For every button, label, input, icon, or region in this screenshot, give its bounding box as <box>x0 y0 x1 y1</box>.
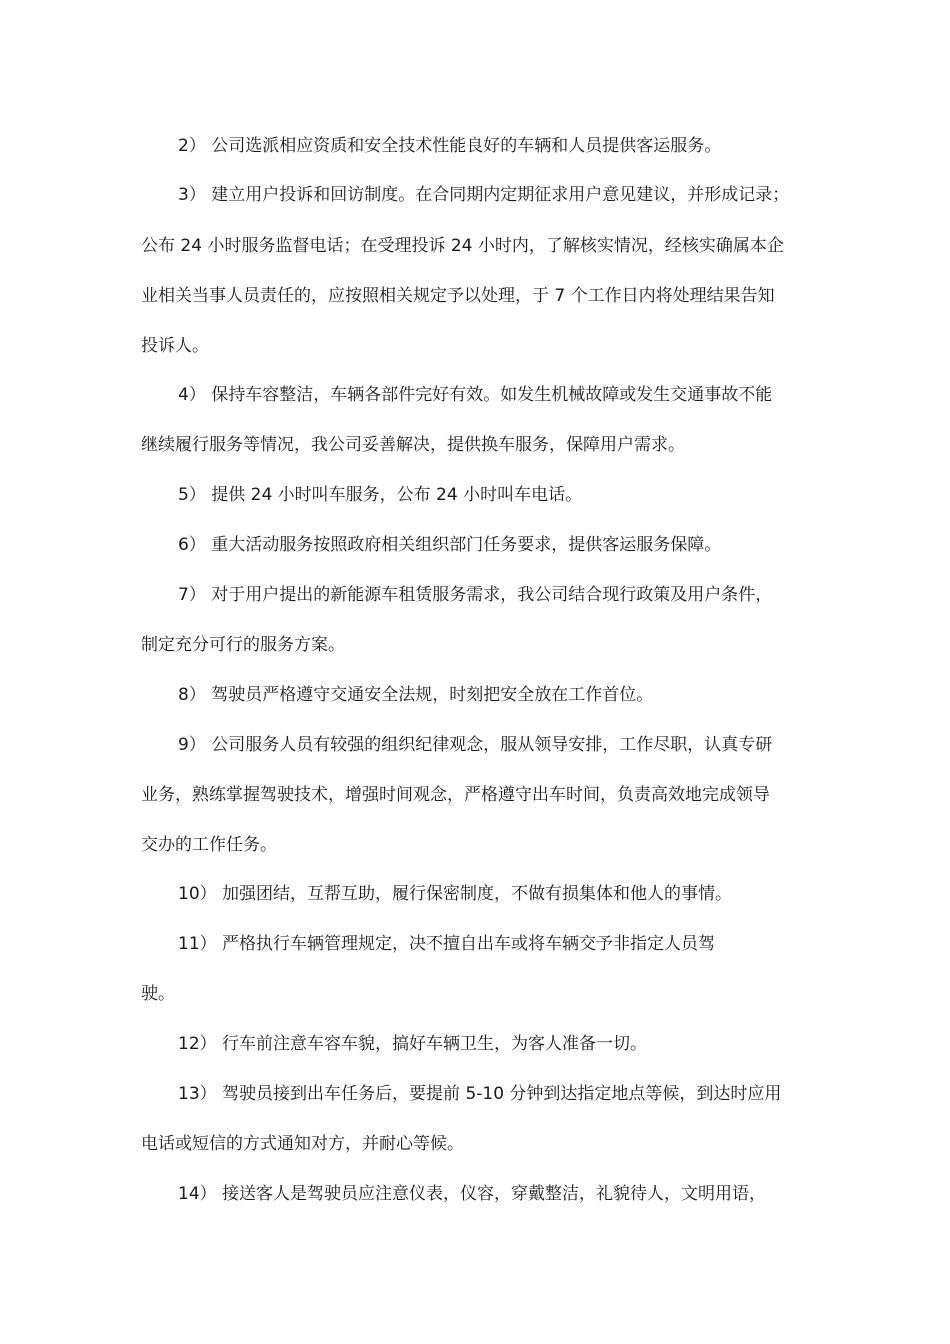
item-9-line-1: 9） 公司服务人员有较强的组织纪律观念，服从领导安排，工作尽职，认真专研 <box>178 735 773 755</box>
item-11-line-2: 驶。 <box>141 984 175 1004</box>
item-9-line-3: 交办的工作任务。 <box>141 835 277 855</box>
item-3-line-4: 投诉人。 <box>141 336 209 356</box>
item-3-line-1: 3） 建立用户投诉和回访制度。在合同期内定期征求用户意见建议，并形成记录； <box>178 185 790 205</box>
item-7-line-1: 7） 对于用户提出的新能源车租赁服务需求，我公司结合现行政策及用户条件， <box>178 585 773 605</box>
item-2-line-1: 2） 公司选派相应资质和安全技术性能良好的车辆和人员提供客运服务。 <box>178 136 722 156</box>
item-14-line-1: 14） 接送客人是驾驶员应注意仪表，仪容，穿戴整洁，礼貌待人，文明用语， <box>178 1184 767 1204</box>
item-4-line-1: 4） 保持车容整洁，车辆各部件完好有效。如发生机械故障或发生交通事故不能 <box>178 385 773 405</box>
item-3-line-3: 业相关当事人员责任的，应按照相关规定予以处理，于 7 个工作日内将处理结果告知 <box>141 286 775 306</box>
item-8-line-1: 8） 驾驶员严格遵守交通安全法规，时刻把安全放在工作首位。 <box>178 685 654 705</box>
item-10-line-1: 10） 加强团结，互帮互助，履行保密制度，不做有损集体和他人的事情。 <box>178 884 733 904</box>
item-5-line-1: 5） 提供 24 小时叫车服务，公布 24 小时叫车电话。 <box>178 485 583 505</box>
item-12-line-1: 12） 行车前注意车容车貌，搞好车辆卫生，为客人准备一切。 <box>178 1034 648 1054</box>
item-13-line-1: 13） 驾驶员接到出车任务后，要提前 5-10 分钟到达指定地点等候，到达时应用 <box>178 1084 782 1104</box>
item-9-line-2: 业务，熟练掌握驾驶技术，增强时间观念，严格遵守出车时间，负责高效地完成领导 <box>141 785 770 805</box>
item-11-line-1: 11） 严格执行车辆管理规定，决不擅自出车或将车辆交予非指定人员驾 <box>178 934 716 954</box>
item-13-line-2: 电话或短信的方式通知对方，并耐心等候。 <box>141 1134 464 1154</box>
item-4-line-2: 继续履行服务等情况，我公司妥善解决，提供换车服务，保障用户需求。 <box>141 435 685 455</box>
item-6-line-1: 6） 重大活动服务按照政府相关组织部门任务要求，提供客运服务保障。 <box>178 535 722 555</box>
item-3-line-2: 公布 24 小时服务监督电话；在受理投诉 24 小时内，了解核实情况，经核实确属本企 <box>141 236 784 256</box>
item-7-line-2: 制定充分可行的服务方案。 <box>141 635 345 655</box>
